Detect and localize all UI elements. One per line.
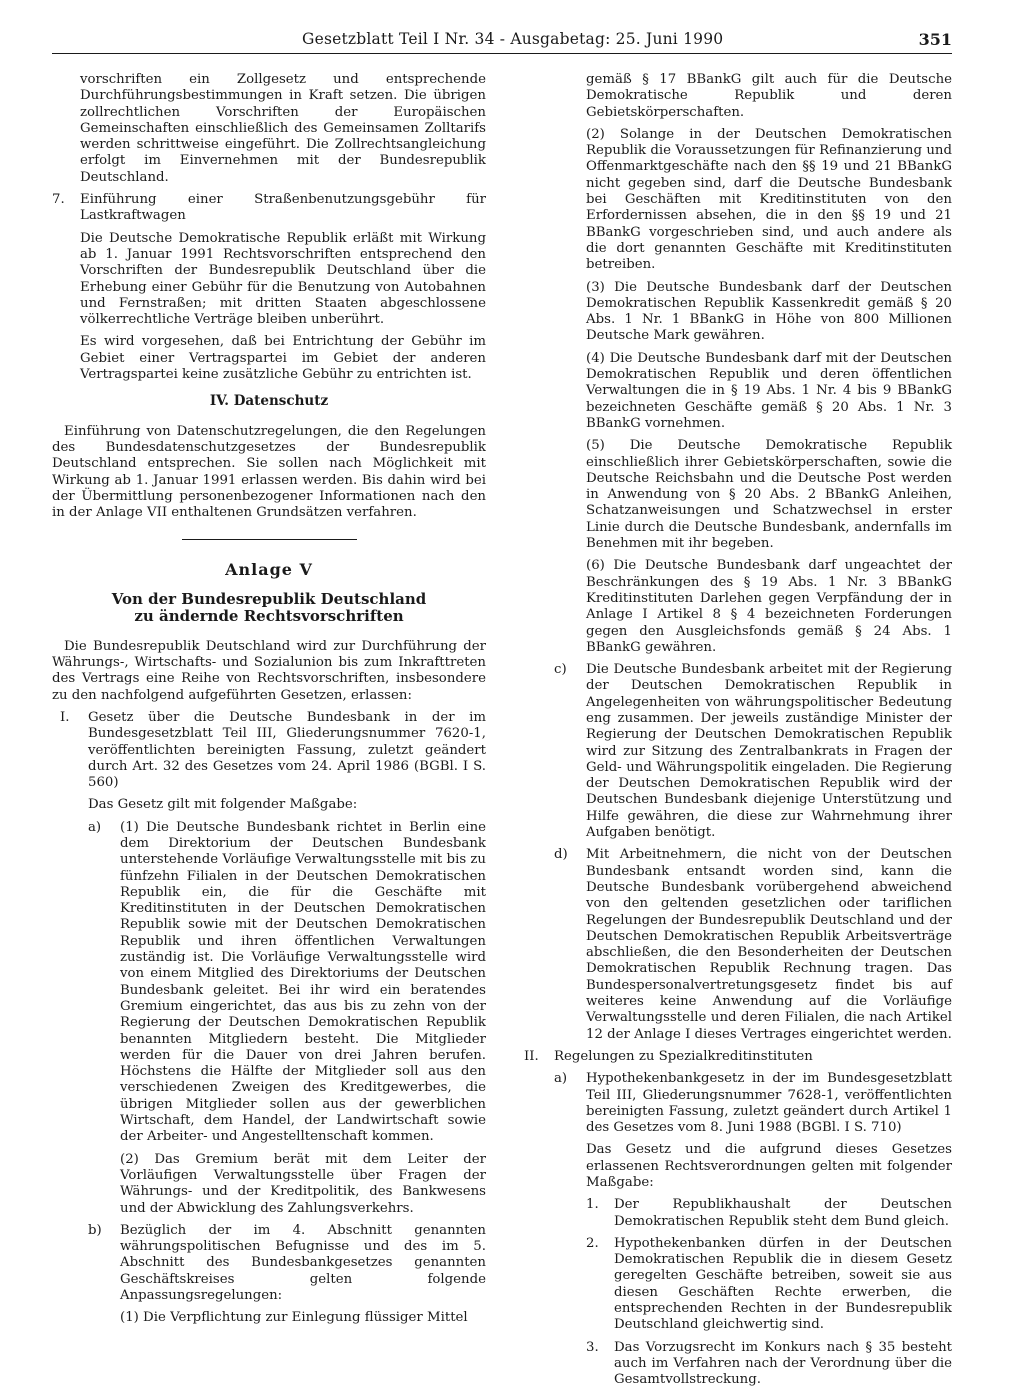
paragraph-II-gilt: Das Gesetz und die aufgrund dieses Gesetzes erlassenen Rechtsverordnungen gelten mit folgender Maßgabe: (586, 1142, 952, 1190)
list-item-num-1 (518, 1197, 952, 1230)
annex-title: Anlage V (225, 560, 313, 580)
header-rule (52, 53, 952, 54)
item-marker: I. (60, 709, 70, 725)
item-marker: d) (554, 847, 568, 863)
list-item-a (52, 820, 486, 1146)
list-item-c (518, 662, 952, 841)
item-marker: a) (554, 1071, 568, 1087)
item-text: (1) Die Deutsche Bundesbank richtet in Berlin eine dem Direktorium der Deutschen Bundesbank unterstehende Vorläufige Verwaltungsstelle mit bis zu fünfzehn Filialen in der Deutschen Demokratischen Republik ein, die für die Geschäfte mit Kreditinstituten in der Deutschen Demokratischen Republik sowie mit der Deutschen Demokratischen Republik und ihren öffentlichen Verwaltungen zuständig ist. Die Vorläufige Verwaltungsstelle wird von einem Mitglied des Direktoriums der Deutschen Bundesbank geleitet. Bei ihr wird ein beratendes Gremium eingerichtet, das aus bis zu zehn von der Regierung der Deutschen Demokratischen Republik benannten Mitgliedern besteht. Die Mitglieder werden für die Dauer von drei Jahren berufen. Höchstens die Hälfte der Mitglieder soll aus den verschiedenen Zweigen des Kreditgewerbes, die übrigen Mitglieder sollen aus der gewerblichen Wirtschaft, dem Handel, der Landwirtschaft sowie der Arbeiter- und Angestelltenschaft kommen. (120, 819, 486, 1145)
item-text: Mit Arbeitnehmern, die nicht von der Deutschen Bundesbank entsandt worden sind, kann die Deutsche Bundesbank vorübergehend abweichend von den geltenden gesetzlichen oder tariflichen Regelungen der Bundesrepublik Deutschland und der Deutschen Demokratischen Republik Arbeitsverträge abschließen, die den Besonderheiten der Deutschen Demokratischen Republik Rechnung tragen. Das Bundespersonalvertretungsgesetz findet bis auf weiteres keine Anwendung auf die Vorläufige Verwaltungsstelle und deren Filialen, die nach Artikel 12 der Anlage I dieses Vertrages eingerichtet werden. (586, 847, 952, 1042)
item-text: Die Deutsche Bundesbank arbeitet mit der Regierung der Deutschen Demokratischen Republik in Angelegenheiten von währungspolitischer Bedeutung eng zusammen. Der jeweils zuständige Minister der Regierung der Deutschen Demokratischen Republik wird zur Sitzung des Zentralbankrats in Fragen der Geld- und Währungspolitik eingeladen. Die Regierung der Deutschen Demokratischen Republik wird der Deutschen Bundesbank diejenige Unterstützung und Hilfe gewähren, die diese zur Wahrnehmung ihrer Aufgaben benötigt. (586, 662, 952, 841)
item-marker: b) (88, 1222, 102, 1238)
list-item-I (52, 710, 486, 791)
separator-rule (182, 539, 357, 540)
item-marker: 2. (586, 1235, 599, 1251)
paragraph-b6: (6) Die Deutsche Bundesbank darf ungeachtet der Beschränkungen des § 19 Abs. 1 Nr. 3 BBankG Kreditinstituten Darlehen gegen Verpfändung der in Anlage I Artikel 8 § 4 bezeichneten Forderungen gegen den Ausgleichsfonds gemäß § 24 Abs. 1 BBankG gewähren. (586, 558, 952, 655)
paragraph-b3: (3) Die Deutsche Bundesbank darf der Deutschen Demokratischen Republik Kassenkredit gemäß § 20 Abs. 1 Nr. 1 BBankG in Höhe von 800 Millionen Deutsche Mark gewähren. (586, 279, 952, 344)
item-text: Hypothekenbanken dürfen in der Deutschen Demokratischen Republik die in diesem Gesetz geregelten Geschäfte betreiben, soweit sie aus diesen Geschäften Rechte erwerben, die entsprechenden Rechten in der Bundesrepublik Deutschland gleichwertig sind. (614, 1235, 952, 1333)
left-column (52, 72, 486, 1362)
paragraph-datenschutz: Einführung von Datenschutzregelungen, die den Regelungen des Bundesdatenschutzgesetzes der Bundesrepublik Deutschland entsprechen. Sie sollen nach Möglichkeit mit Wirkung ab 1. Januar 1991 erlassen werden. Bis dahin wird bei der Übermittlung personenbezogener Informationen nach den in der Anlage VII enthaltenen Grundsätzen verfahren. (52, 423, 486, 521)
list-item-7 (52, 192, 486, 225)
item-marker: 3. (586, 1339, 599, 1355)
paragraph-intro: Die Bundesrepublik Deutschland wird zur Durchführung der Währungs-, Wirtschafts- und Sozialunion bis zum Inkrafttreten des Vertrags eine Reihe von Rechtsvorschriften, insbesondere zu den nachfolgend aufgeführten Gesetzen, erlassen: (52, 638, 486, 703)
header-title: Gesetzblatt Teil I Nr. 34 - Ausgabetag: 25. Juni 1990 (302, 30, 724, 48)
paragraph-maut-1: Die Deutsche Demokratische Republik erläßt mit Wirkung ab 1. Januar 1991 Rechtsvorschriften entsprechend den Vorschriften der Bundesrepublik Deutschland über die Erhebung einer Gebühr für die Benutzung von Autobahnen und Fernstraßen; mit dritten Staaten abgeschlossene völkerrechtliche Verträge bleiben unberührt. (80, 230, 486, 328)
paragraph-b1-start: (1) Die Verpflichtung zur Einlegung flüssiger Mittel (120, 1310, 468, 1326)
paragraph-b2: (2) Solange in der Deutschen Demokratischen Republik die Voraussetzungen für Refinanzierung und Offenmarktgeschäfte nach den §§ 19 und 21 BBankG nicht gegeben sind, darf die Deutsche Bundesbank bei Geschäften mit Kreditinstituten von den Erfordernissen absehen, die in den §§ 19 und 21 BBankG vorgeschrieben sind, und auch andere als die dort genannten Geschäfte mit Kreditinstituten betreiben. (586, 126, 952, 273)
item-marker: a) (88, 819, 102, 835)
section-heading-datenschutz: IV. Datenschutz (209, 393, 329, 410)
right-column (518, 72, 952, 1388)
list-item-II (518, 1049, 952, 1065)
item-marker: II. (524, 1048, 539, 1064)
paragraph-maut-2: Es wird vorgesehen, daß bei Entrichtung der Gebühr im Gebiet einer Vertragspartei im Gebiet der anderen Vertragspartei keine zusätzliche Gebühr zu entrichten ist. (80, 334, 486, 383)
paragraph-gilt: Das Gesetz gilt mit folgender Maßgabe: (88, 797, 358, 813)
paragraph-b5: (5) Die Deutsche Demokratische Republik einschließlich ihrer Gebietskörperschaften, sowie die Deutsche Reichsbahn und die Deutsche Post werden in Anwendung von § 20 Abs. 2 BBankG Anleihen, Schatzanweisungen und Schatzwechsel in erster Linie durch die Deutsche Bundesbank, andernfalls im Benehmen mit ihr begeben. (586, 438, 952, 552)
item-text: Der Republikhaushalt der Deutschen Demokratischen Republik steht dem Bund gleich. (614, 1197, 952, 1229)
item-text: Gesetz über die Deutsche Bundesbank in der im Bundesgesetzblatt Teil III, Gliederungsnummer 7620-1, veröffentlichten bereinigten Fassung, zuletzt geändert durch Art. 32 des Gesetzes vom 24. April 1986 (BGBl. I S. 560) (88, 709, 486, 791)
item-marker: 1. (586, 1197, 599, 1213)
list-item-num-2 (518, 1236, 952, 1334)
item-marker: c) (554, 662, 567, 678)
item-marker: 7. (52, 192, 65, 208)
item-heading: Einführung einer Straßenbenutzungsgebühr für Lastkraftwagen (80, 192, 486, 224)
paragraph-b1-cont: gemäß § 17 BBankG gilt auch für die Deutsche Demokratische Republik und deren Gebietskörperschaften. (586, 72, 952, 120)
page-header (52, 24, 952, 54)
item-heading: Regelungen zu Spezialkreditinstituten (554, 1048, 813, 1064)
annex-subtitle-line-2: zu ändernde Rechtsvorschriften (134, 606, 404, 625)
list-item-b (52, 1223, 486, 1304)
paragraph-zoll-continuation: vorschriften ein Zollgesetz und entsprechende Durchführungsbestimmungen in Kraft setzen. Die übrigen zollrechtlichen Vorschriften der Europäischen Gemeinschaften einschließlich des Gemeinsamen Zolltarifs werden schrittweise eingeführt. Die Zollrechtsangleichung erfolgt im Einvernehmen mit der Bundesrepublik Deutschland. (80, 72, 486, 185)
annex-subtitle-line-1: Von der Bundesrepublik Deutschland (111, 589, 427, 608)
list-item-II-a (518, 1071, 952, 1136)
item-text: Bezüglich der im 4. Abschnitt genannten währungspolitischen Befugnisse und des im 5. Abschnitt des Bundesbankgesetzes genannten Geschäftskreises gelten folgende Anpassungsregelungen: (120, 1222, 486, 1303)
list-item-d (518, 847, 952, 1043)
annex-subtitle (52, 591, 486, 625)
item-text: Hypothekenbankgesetz in der im Bundesgesetzblatt Teil III, Gliederungsnummer 7628-1, veröffentlichten bereinigten Fassung, zuletzt geändert durch Artikel 1 des Gesetzes vom 8. Juni 1988 (BGBl. I S. 710) (586, 1071, 952, 1136)
paragraph-a2: (2) Das Gremium berät mit dem Leiter der Vorläufigen Verwaltungsstelle über Fragen der Währungs- und der Kreditpolitik, des Bankwesens und der Abwicklung des Zahlungsverkehrs. (120, 1151, 486, 1216)
page-number: 351 (918, 30, 952, 49)
item-text: Das Vorzugsrecht im Konkurs nach § 35 besteht auch im Verfahren nach der Verordnung über die Gesamtvollstreckung. (614, 1339, 952, 1388)
paragraph-b4: (4) Die Deutsche Bundesbank darf mit der Deutschen Demokratischen Republik und deren öffentlichen Verwaltungen die in § 19 Abs. 1 Nr. 4 bis 9 BBankG bezeichneten Geschäfte gemäß § 20 Abs. 1 Nr. 3 BBankG vornehmen. (586, 350, 952, 431)
list-item-num-3 (518, 1340, 952, 1389)
